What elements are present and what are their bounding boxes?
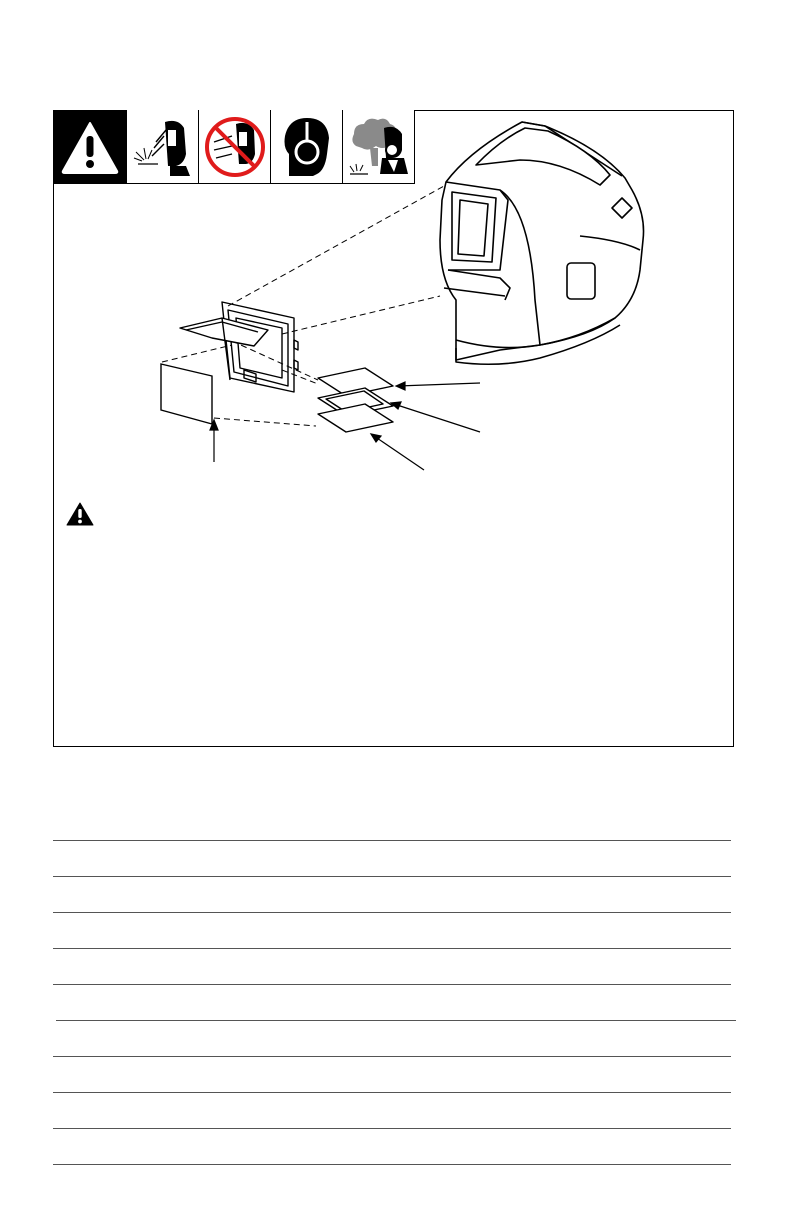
table-row-rule bbox=[53, 1128, 731, 1129]
lens-stack bbox=[318, 368, 393, 432]
table-row-rule bbox=[53, 1056, 731, 1057]
table-row-rule bbox=[53, 840, 731, 841]
welding-helmet bbox=[440, 122, 644, 364]
table-row-rule bbox=[53, 1164, 731, 1165]
inside-cover-lens bbox=[161, 364, 212, 424]
table-row-rule bbox=[53, 948, 731, 949]
table-row-rule bbox=[53, 876, 731, 877]
table-row-rule bbox=[53, 984, 731, 985]
table-row-rule bbox=[56, 1020, 736, 1021]
table-row-rule bbox=[53, 1092, 731, 1093]
small-warning-icon bbox=[66, 502, 94, 531]
table-row-rule bbox=[53, 912, 731, 913]
